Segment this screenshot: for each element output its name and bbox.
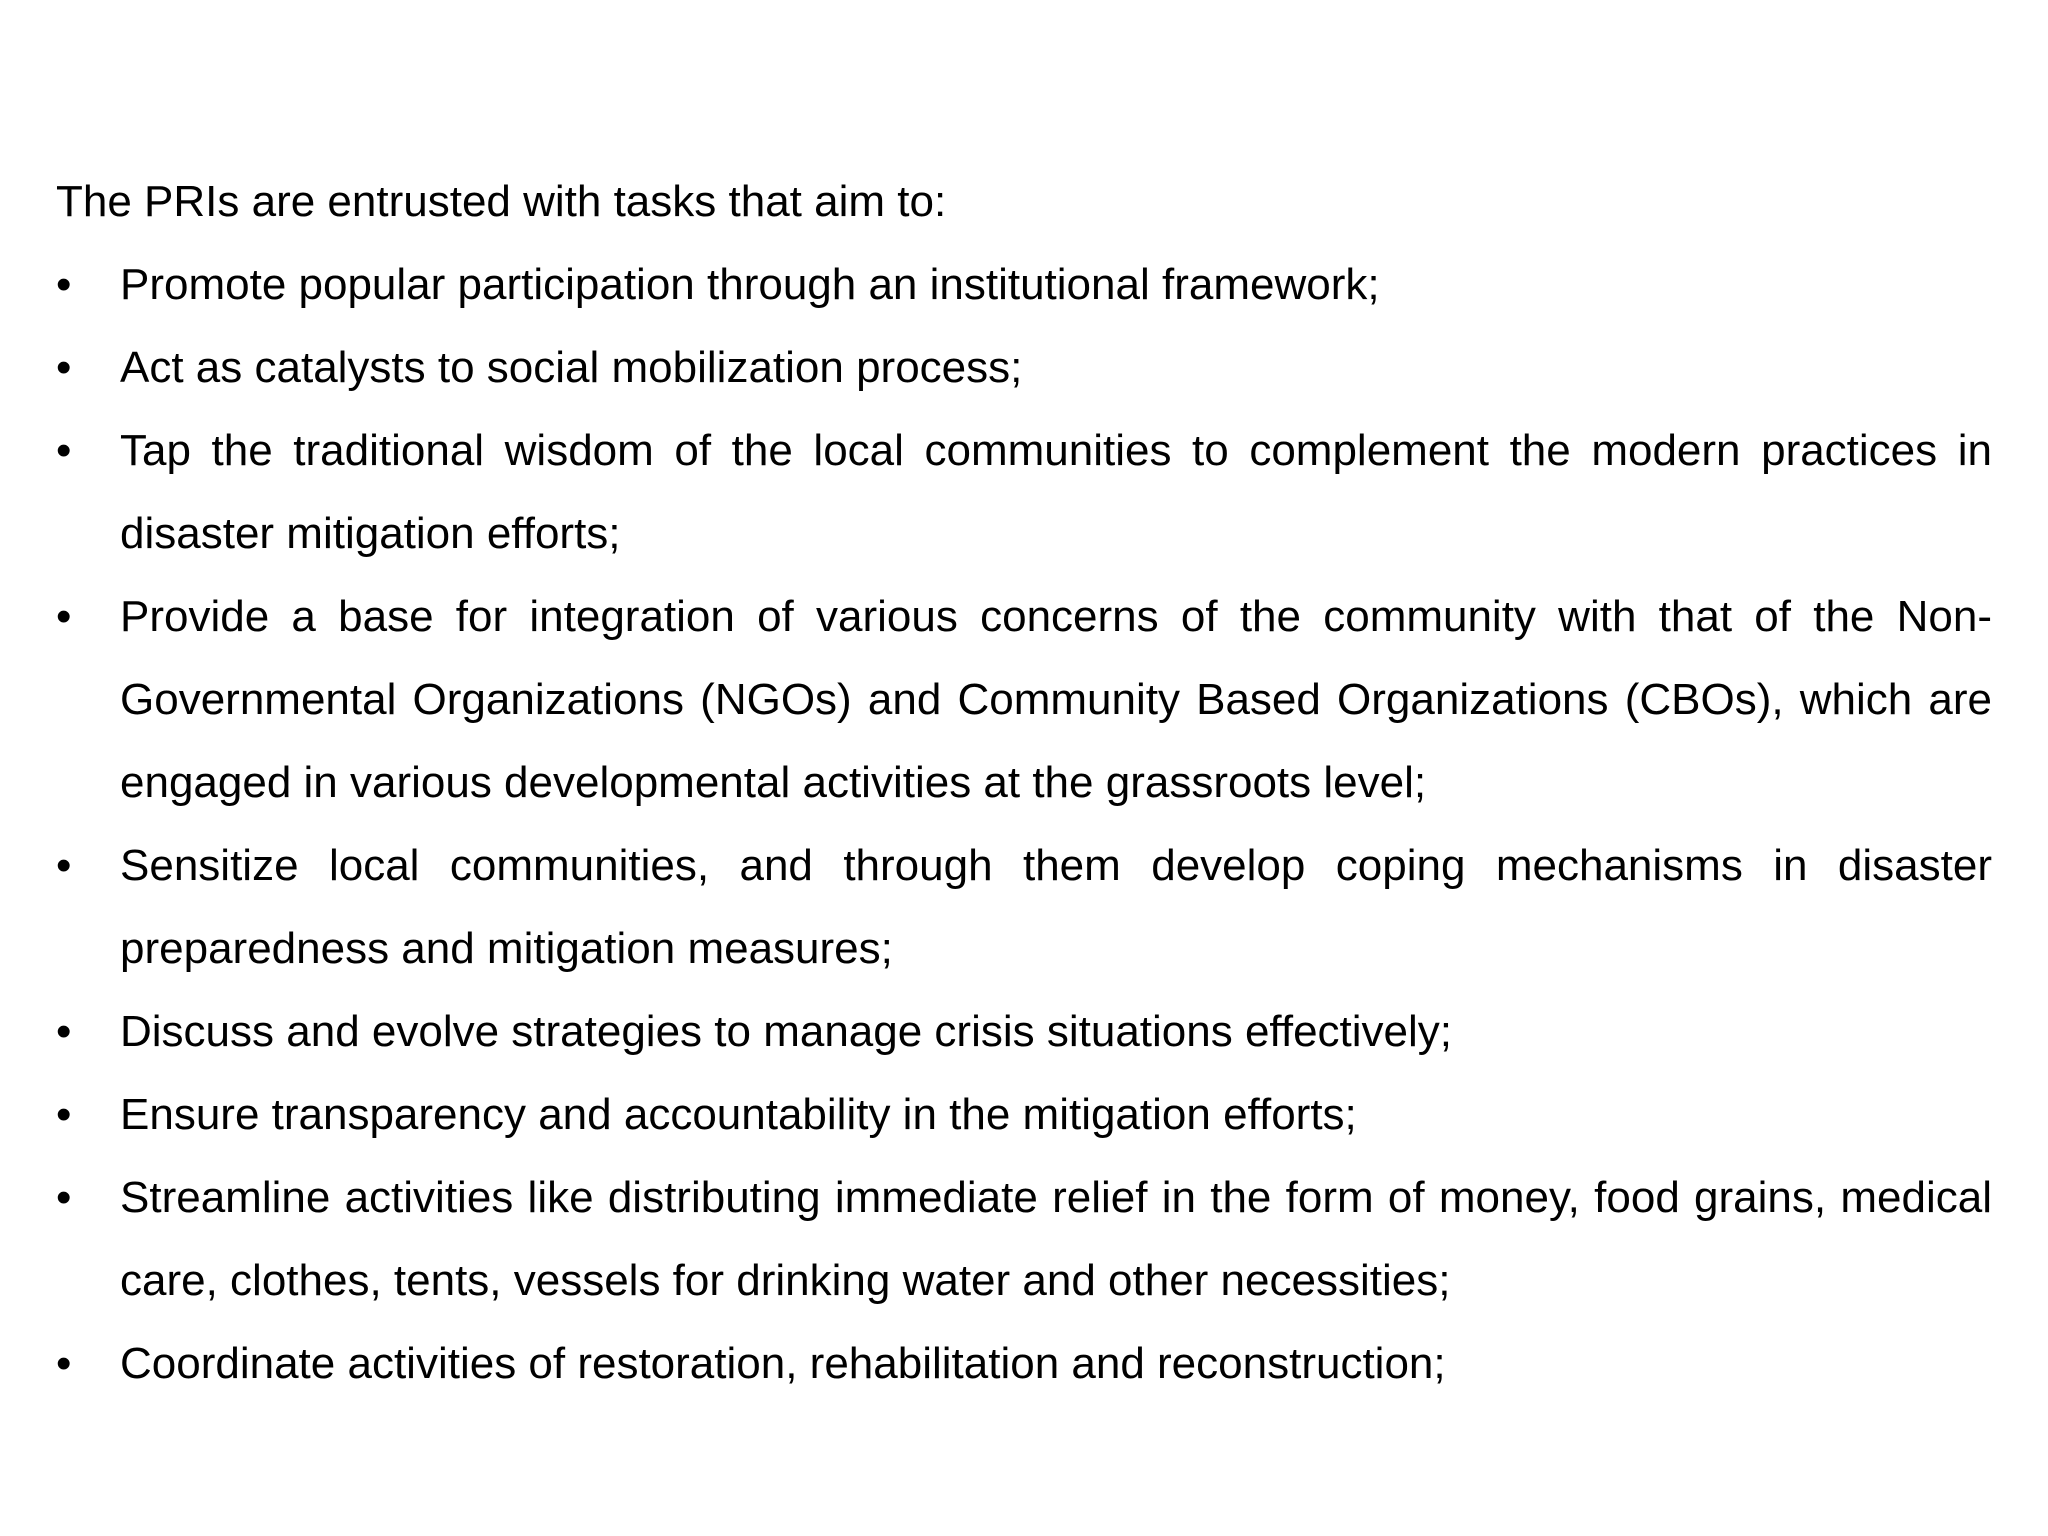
list-item-text: Tap the traditional wisdom of the local communities to complement the modern practices in disaster mitigation efforts;	[120, 426, 1992, 558]
list-item-text: Discuss and evolve strategies to manage crisis situations effectively;	[120, 1007, 1453, 1056]
bullet-icon: •	[56, 592, 72, 641]
bullet-icon: •	[56, 260, 72, 309]
intro-paragraph: The PRIs are entrusted with tasks that aim to:	[56, 177, 947, 226]
list-item-text: Promote popular participation through an institutional framework;	[120, 260, 1380, 309]
list-item-text: Coordinate activities of restoration, rehabilitation and reconstruction;	[120, 1339, 1446, 1388]
list-item	[56, 1156, 1992, 1322]
bullet-icon: •	[56, 343, 72, 392]
list-item	[56, 824, 1992, 990]
bullet-icon: •	[56, 1090, 72, 1139]
bullet-icon: •	[56, 426, 72, 475]
bullet-icon: •	[56, 1007, 72, 1056]
list-item-text: Act as catalysts to social mobilization process;	[120, 343, 1023, 392]
list-item-text: Streamline activities like distributing immediate relief in the form of money, food grains, medical care, clothes, tents, vessels for drinking water and other necessities;	[120, 1173, 1992, 1305]
list-item	[56, 990, 1992, 1073]
list-item-text: Ensure transparency and accountability in the mitigation efforts;	[120, 1090, 1357, 1139]
bullet-icon: •	[56, 1173, 72, 1222]
list-item	[56, 575, 1992, 824]
task-list	[56, 243, 1992, 1405]
list-item	[56, 1073, 1992, 1156]
list-item-text: Provide a base for integration of various concerns of the community with that of the Non-Governmental Organizations (NGOs) and Community Based Organizations (CBOs), which are engaged in various developmental activities at the grassroots level;	[120, 592, 1992, 807]
list-item	[56, 243, 1992, 326]
list-item	[56, 1322, 1992, 1405]
list-item-text: Sensitize local communities, and through them develop coping mechanisms in disaster preparedness and mitigation measures;	[120, 841, 1992, 973]
list-item	[56, 409, 1992, 575]
bullet-icon: •	[56, 841, 72, 890]
list-item	[56, 326, 1992, 409]
document-page	[56, 160, 1992, 1405]
bullet-icon: •	[56, 1339, 72, 1388]
